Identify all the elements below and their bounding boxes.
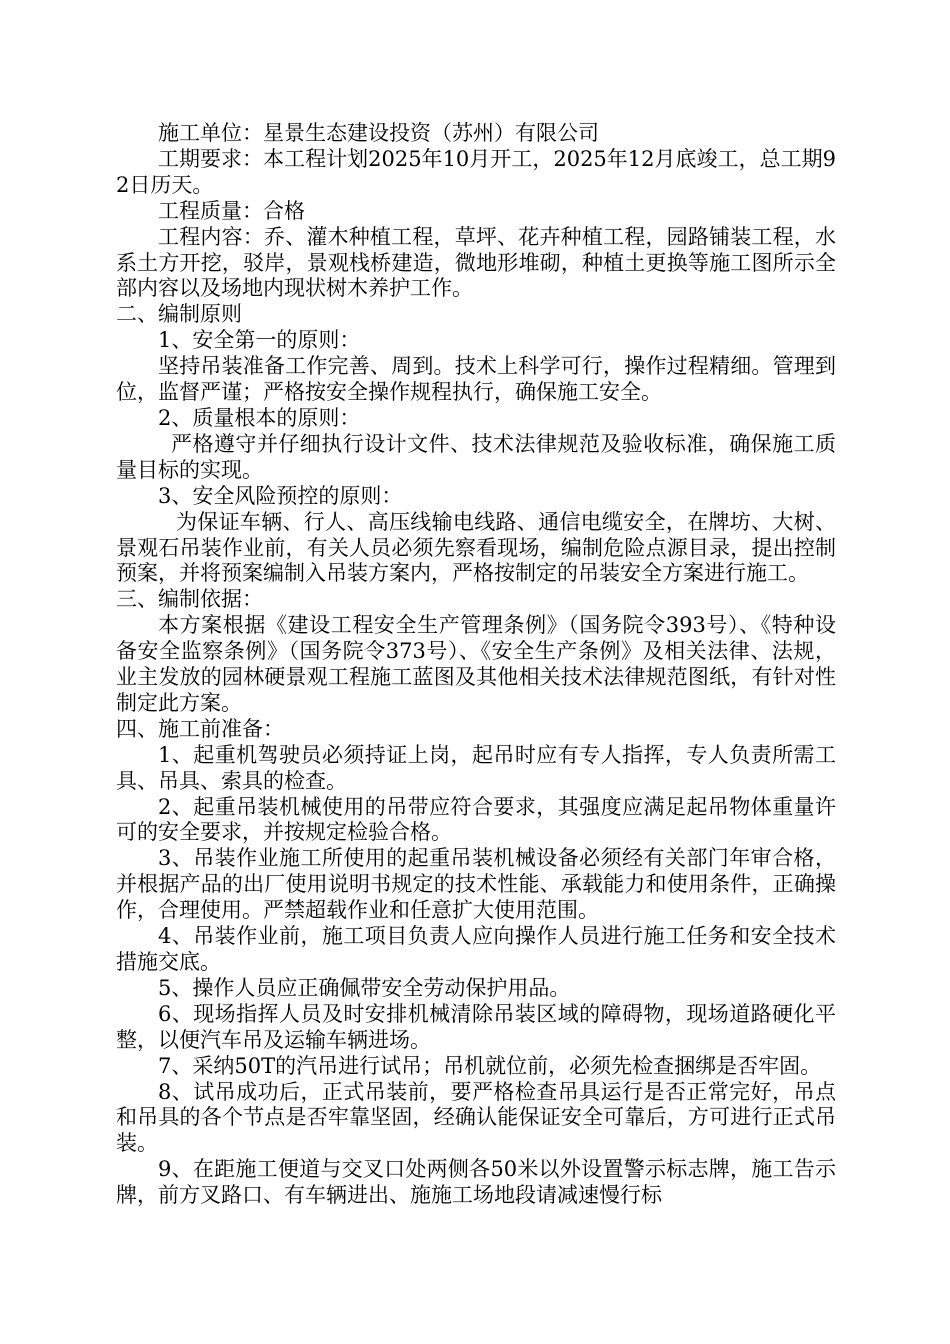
section-heading-principles: 二、编制原则	[116, 302, 242, 327]
list-item-prep-8: 8、试吊成功后，正式吊装前，要严格检查吊具运行是否正常完好，吊点和吊具的各个节点是否牢靠坚固，经确认能保证安全可靠后，方可进行正式吊装。	[116, 1079, 836, 1156]
section-heading-basis: 三、编制依据：	[116, 587, 263, 612]
subheading-risk-control: 3、安全风险预控的原则：	[158, 483, 403, 508]
list-item-prep-1: 1、起重机驾驶员必须持证上岗，起吊时应有专人指挥，专人负责所需工具、吊具、索具的检查。	[116, 742, 836, 793]
paragraph-safety-first: 坚持吊装准备工作完善、周到。技术上科学可行，操作过程精细。管理到位，监督严谨；严格按安全操作规程执行，确保施工安全。	[116, 354, 836, 405]
document-body	[116, 121, 836, 1209]
subheading-safety-first: 1、安全第一的原则：	[158, 328, 361, 353]
list-item-prep-2: 2、起重吊装机械使用的吊带应符合要求，其强度应满足起吊物体重量许可的安全要求，并按规定检验合格。	[116, 794, 836, 845]
paragraph-scope: 工程内容：乔、灌木种植工程，草坪、花卉种植工程，园路铺装工程，水系土方开挖，驳岸，景观栈桥建造，微地形堆砌，种植土更换等施工图所示全部内容以及场地内现状树木养护工作。	[116, 224, 836, 301]
paragraph-risk-control: 为保证车辆、行人、高压线输电线路、通信电缆安全，在牌坊、大树、景观石吊装作业前，有关人员必须先察看现场，编制危险点源目录，提出控制预案，并将预案编制入吊装方案内，严格按制定的吊装安全方案进行施工。	[116, 509, 836, 586]
paragraph-schedule: 工期要求：本工程计划2025年10月开工，2025年12月底竣工，总工期92日历天。	[116, 146, 836, 197]
list-item-prep-9: 9、在距施工便道与交叉口处两侧各50米以外设置警示标志牌，施工告示牌，前方叉路口、有车辆进出、施施工场地段请减速慢行标	[116, 1157, 836, 1208]
list-item-prep-6: 6、现场指挥人员及时安排机械清除吊装区域的障碍物，现场道路硬化平整，以便汽车吊及运输车辆进场。	[116, 1001, 836, 1052]
paragraph-construction-unit: 施工单位：星景生态建设投资（苏州）有限公司	[158, 121, 599, 145]
paragraph-quality-principle: 严格遵守并仔细执行设计文件、技术法律规范及验收标准，确保施工质量目标的实现。	[116, 431, 836, 482]
list-item-prep-7: 7、采纳50T的汽吊进行试吊；吊机就位前，必须先检查捆绑是否牢固。	[158, 1053, 822, 1078]
list-item-prep-5: 5、操作人员应正确佩带安全劳动保护用品。	[158, 975, 571, 1000]
paragraph-basis: 本方案根据《建设工程安全生产管理条例》（国务院令393号）、《特种设备安全监察条例》（国务院令373号）、《安全生产条例》及相关法律、法规，业主发放的园林硬景观工程施工蓝图及其他相关技术法律规范图纸，有针对性制定此方案。	[116, 613, 836, 715]
list-item-prep-3: 3、吊装作业施工所使用的起重吊装机械设备必须经有关部门年审合格，并根据产品的出厂使用说明书规定的技术性能、承载能力和使用条件，正确操作，合理使用。严禁超载作业和任意扩大使用范围。	[116, 846, 836, 923]
subheading-quality-principle: 2、质量根本的原则：	[158, 405, 361, 430]
paragraph-quality: 工程质量：合格	[158, 198, 305, 223]
list-item-prep-4: 4、吊装作业前，施工项目负责人应向操作人员进行施工任务和安全技术措施交底。	[116, 924, 836, 974]
section-heading-preparation: 四、施工前准备：	[116, 716, 284, 741]
